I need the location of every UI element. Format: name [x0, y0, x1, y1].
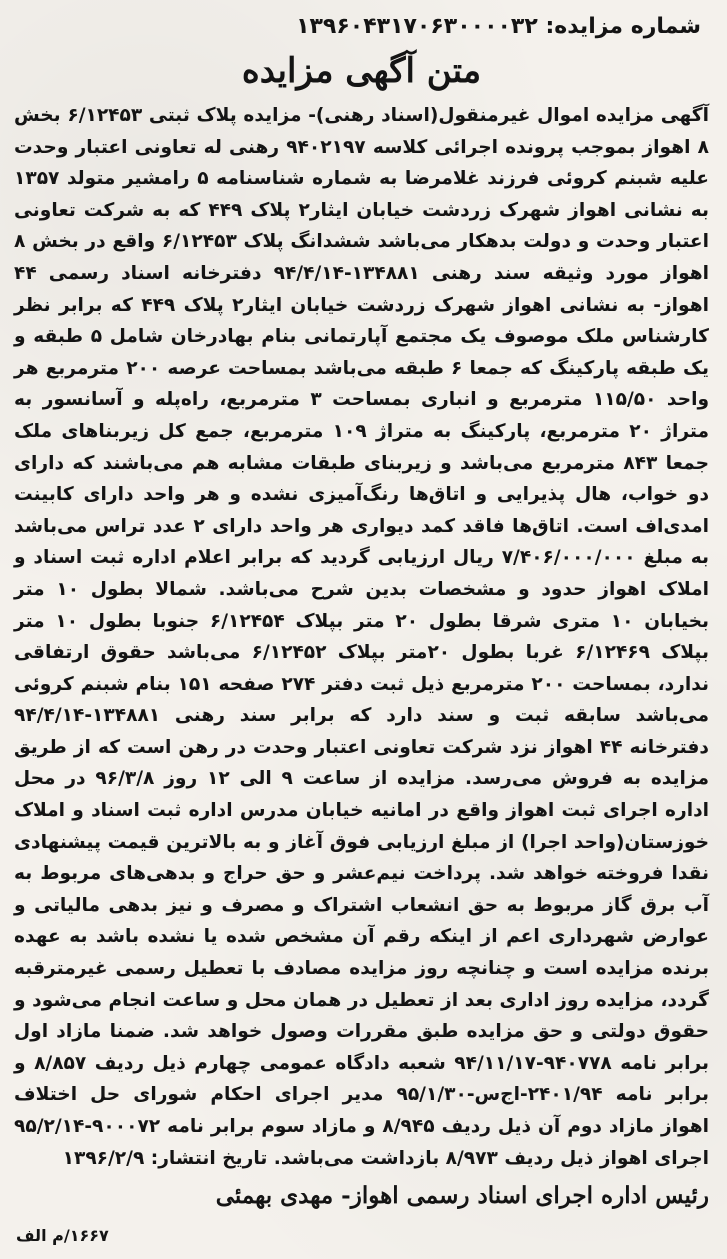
notice-code: ۱۶۶۷/م الف	[16, 1226, 109, 1245]
auction-number: شماره مزایده: ۱۳۹۶۰۴۳۱۷۰۶۳۰۰۰۰۳۲	[296, 14, 701, 39]
notice-body: آگهی مزایده اموال غیرمنقول(اسناد رهنی)- مزایده پلاک ثبتی ۶/۱۲۴۵۳ بخش ۸ اهواز بموجب پرونده اجرائی کلاسه ۹۴۰۲۱۹۷ رهنی له تعاونی اعتبار وحدت علیه شبنم کروئی فرزند غلامرضا به شماره شناسنامه ۵ رامشیر متولد ۱۳۵۷ به نشانی اهواز شهرک زردشت خیابان ایثار۲ پلاک ۴۴۹ که به شرکت تعاونی اعتبار وحدت و دولت بدهکار می‌باشد ششدانگ پلاک ۶/۱۲۴۵۳ واقع در بخش ۸ اهواز مورد وثیقه سند رهنی ۱۳۴۸۸۱-۹۴/۴/۱۴ دفترخانه اسناد رسمی ۴۴ اهواز- به نشانی اهواز شهرک زردشت خیابان ایثار۲ پلاک ۴۴۹ که برابر نظر کارشناس ملک موصوف یک مجتمع آپارتمانی بنام بهادرخان شامل ۵ طبقه و یک طبقه پارکینگ که جمعا ۶ طبقه می‌باشد بمساحت عرصه ۲۰۰ مترمربع هر واحد ۱۱۵/۵۰ مترمربع و انباری بمساحت ۳ مترمربع، راه‌پله و آسانسور به متراژ ۲۰ مترمربع، پارکینگ به متراژ ۱۰۹ مترمربع، جمع کل زیربناهای ملک جمعا ۸۴۳ مترمربع می‌باشد و زیربنای طبقات مشابه هم می‌باشند که دارای دو خواب، هال پذیرایی و اتاق‌ها رنگ‌آمیزی نشده و هر واحد دارای کابینت امدی‌اف است. اتاق‌ها فاقد کمد دیواری هر واحد دارای ۲ عدد تراس می‌باشد به مبلغ ۷/۴۰۶/۰۰۰/۰۰۰ ریال ارزیابی گردید که برابر اعلام اداره ثبت اسناد و املاک اهواز حدود و مشخصات بدین شرح می‌باشد. شمالا بطول ۱۰ متر بخیابان ۱۰ متری شرقا بطول ۲۰ متر بپلاک ۶/۱۲۴۵۴ جنوبا بطول ۱۰ متر بپلاک ۶/۱۲۴۶۹ غربا بطول ۲۰متر بپلاک ۶/۱۲۴۵۲ می‌باشد حقوق ارتفاقی ندارد، بمساحت ۲۰۰ مترمربع ذیل ثبت دفتر ۲۷۴ صفحه ۱۵۱ بنام شبنم کروئی می‌باشد سابقه ثبت و سند دارد که برابر سند رهنی ۱۳۴۸۸۱-۹۴/۴/۱۴ دفترخانه ۴۴ اهواز نزد شرکت تعاونی اعتبار وحدت در رهن است که از طریق مزایده به فروش می‌رسد. مزایده از ساعت ۹ الی ۱۲ روز ۹۶/۳/۸ در محل اداره اجرای ثبت اهواز واقع در امانیه خیابان مدرس اداره ثبت اسناد و املاک خوزستان(واحد اجرا) از مبلغ ارزیابی فوق آغاز و به بالاترین قیمت پیشنهادی نقدا فروخته خواهد شد. پرداخت نیم‌عشر و حق حراج و بدهی‌های مربوط به آب برق گاز مربوط به حق انشعاب اشتراک و مصرف و نیز بدهی مالیاتی و عوارض شهرداری اعم از اینکه رقم آن مشخص شده یا نشده باشد به عهده برنده مزایده است و چنانچه روز مزایده مصادف با تعطیل رسمی غیرمترقبه گردد، مزایده روز اداری بعد از تعطیل در همان محل و ساعت انجام می‌شود و حقوق دولتی و حق مزایده طبق مقررات وصول خواهد شد. ضمنا مازاد اول برابر نامه ۹۴۰۷۷۸-۹۴/۱۱/۱۷ شعبه دادگاه عمومی چهارم ذیل ردیف ۸/۸۵۷ و برابر نامه ۲۴۰۱/۹۴-اج‌س-۹۵/۱/۳۰ مدیر اجرای احکام شورای حل اختلاف اهواز مازاد دوم آن ذیل ردیف ۸/۹۴۵ و مازاد سوم برابر نامه ۹۰۰۰۷۲-۹۵/۲/۱۴ اجرای اهواز ذیل ردیف ۸/۹۷۳ بازداشت می‌باشد. تاریخ انتشار: ۱۳۹۶/۲/۹	[14, 105, 710, 1169]
signature: رئیس اداره اجرای اسناد رسمی اهواز- مهدی بهمئی	[215, 1182, 709, 1210]
notice-title: متن آگهی مزایده	[241, 51, 482, 91]
